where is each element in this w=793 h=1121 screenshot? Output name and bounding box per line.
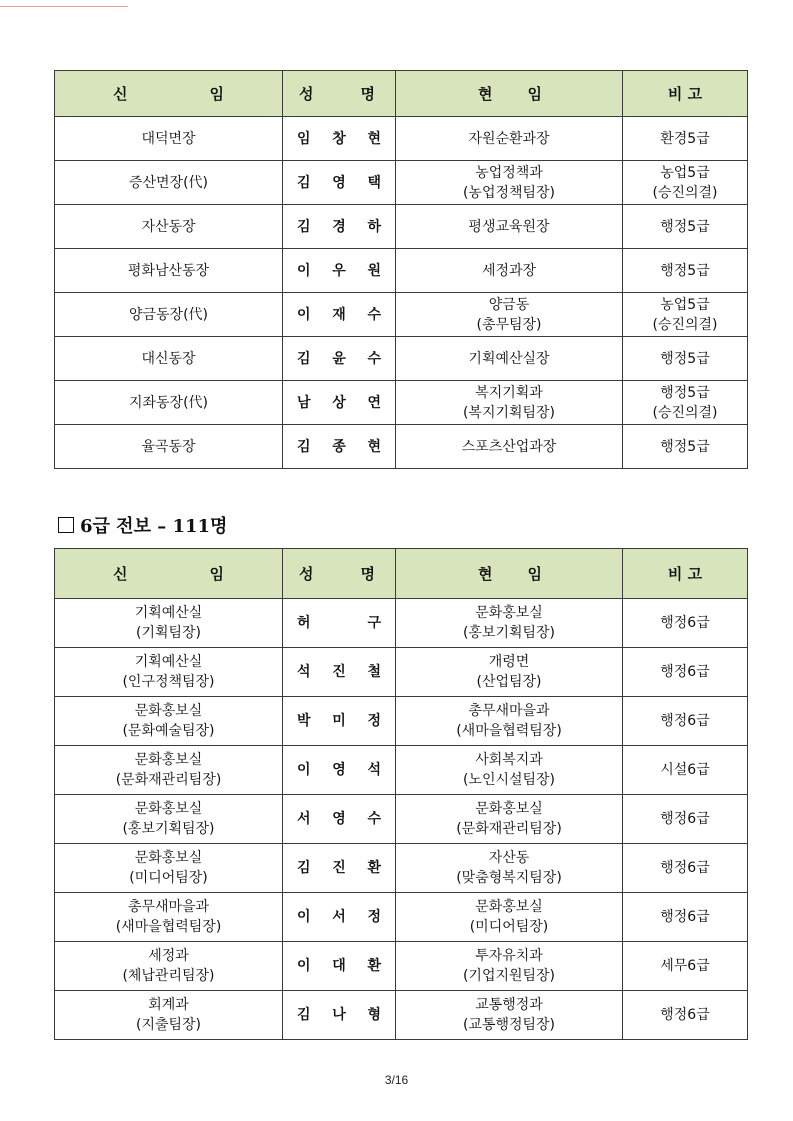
table-row (55, 337, 748, 381)
person-name-cell: 이 재 수 (283, 293, 396, 337)
checkbox-square-icon (58, 517, 74, 533)
table-row (55, 599, 748, 648)
table-row (55, 991, 748, 1040)
person-name-cell: 이 우 원 (283, 249, 396, 293)
note-cell: 행정6급 (623, 599, 748, 648)
new-post-cell: 회계과 (지출팀장) (55, 991, 283, 1040)
current-post-cell: 세정과장 (396, 249, 623, 293)
note-cell: 시설6급 (623, 746, 748, 795)
table-header-row (55, 549, 748, 599)
table-row (55, 249, 748, 293)
note-cell: 행정6급 (623, 795, 748, 844)
current-post-cell: 농업정책과 (농업정책팀장) (396, 161, 623, 205)
new-post-cell: 율곡동장 (55, 425, 283, 469)
new-post-cell: 평화남산동장 (55, 249, 283, 293)
person-name-cell: 석 진 철 (283, 648, 396, 697)
note-cell: 행정6급 (623, 991, 748, 1040)
current-post-cell: 투자유치과 (기업지원팀장) (396, 942, 623, 991)
new-post-cell: 세정과 (체납관리팀장) (55, 942, 283, 991)
grade5-transfer-table (54, 70, 748, 469)
person-name-cell: 김 진 환 (283, 844, 396, 893)
new-post-cell: 총무새마을과 (새마을협력팀장) (55, 893, 283, 942)
table-row (55, 795, 748, 844)
table-row (55, 844, 748, 893)
new-post-cell: 대덕면장 (55, 117, 283, 161)
note-cell: 환경5급 (623, 117, 748, 161)
grade6-transfer-table (54, 548, 748, 1040)
table-row (55, 648, 748, 697)
section-heading (58, 512, 227, 538)
table-row (55, 942, 748, 991)
note-cell: 행정5급 (승진의결) (623, 381, 748, 425)
new-post-cell: 기획예산실 (기획팀장) (55, 599, 283, 648)
table-row (55, 746, 748, 795)
current-post-cell: 스포츠산업과장 (396, 425, 623, 469)
current-post-cell: 문화홍보실 (홍보기획팀장) (396, 599, 623, 648)
person-name-cell: 임 창 현 (283, 117, 396, 161)
note-cell: 행정5급 (623, 337, 748, 381)
current-post-cell: 사회복지과 (노인시설팀장) (396, 746, 623, 795)
current-post-cell: 평생교육원장 (396, 205, 623, 249)
table-row (55, 205, 748, 249)
note-cell: 행정6급 (623, 844, 748, 893)
person-name-cell: 박 미 정 (283, 697, 396, 746)
note-cell: 농업5급 (승진의결) (623, 161, 748, 205)
person-name-cell: 서 영 수 (283, 795, 396, 844)
person-name-cell: 허 구 (283, 599, 396, 648)
current-post-cell: 복지기획과 (복지기획팀장) (396, 381, 623, 425)
header-note: 비 고 (623, 549, 748, 599)
note-cell: 행정5급 (623, 425, 748, 469)
current-post-cell: 문화홍보실 (미디어팀장) (396, 893, 623, 942)
person-name-cell: 김 종 현 (283, 425, 396, 469)
new-post-cell: 증산면장(代) (55, 161, 283, 205)
person-name-cell: 김 윤 수 (283, 337, 396, 381)
note-cell: 세무6급 (623, 942, 748, 991)
page-number: 3/16 (384, 1073, 409, 1087)
header-new-post: 신 임 (55, 549, 283, 599)
note-cell: 행정6급 (623, 648, 748, 697)
table-row (55, 893, 748, 942)
current-post-cell: 문화홍보실 (문화재관리팀장) (396, 795, 623, 844)
table-row (55, 117, 748, 161)
note-cell: 행정5급 (623, 249, 748, 293)
note-cell: 행정5급 (623, 205, 748, 249)
person-name-cell: 김 나 형 (283, 991, 396, 1040)
person-name-cell: 김 경 하 (283, 205, 396, 249)
new-post-cell: 자산동장 (55, 205, 283, 249)
header-new-post: 신 임 (55, 71, 283, 117)
section-heading-text: 6급 전보 – 111명 (80, 516, 228, 537)
note-cell: 농업5급 (승진의결) (623, 293, 748, 337)
current-post-cell: 양금동 (총무팀장) (396, 293, 623, 337)
note-cell: 행정6급 (623, 893, 748, 942)
table-row (55, 425, 748, 469)
person-name-cell: 이 영 석 (283, 746, 396, 795)
note-cell: 행정6급 (623, 697, 748, 746)
header-current-post: 현 임 (396, 549, 623, 599)
table-row (55, 697, 748, 746)
header-name: 성 명 (283, 71, 396, 117)
new-post-cell: 문화홍보실 (홍보기획팀장) (55, 795, 283, 844)
new-post-cell: 문화홍보실 (문화재관리팀장) (55, 746, 283, 795)
new-post-cell: 문화홍보실 (미디어팀장) (55, 844, 283, 893)
new-post-cell: 기획예산실 (인구정책팀장) (55, 648, 283, 697)
person-name-cell: 이 대 환 (283, 942, 396, 991)
current-post-cell: 기획예산실장 (396, 337, 623, 381)
table-header-row (55, 71, 748, 117)
corner-mark (0, 6, 128, 7)
person-name-cell: 이 서 정 (283, 893, 396, 942)
table-row (55, 293, 748, 337)
header-note: 비 고 (623, 71, 748, 117)
new-post-cell: 양금동장(代) (55, 293, 283, 337)
person-name-cell: 김 영 택 (283, 161, 396, 205)
current-post-cell: 자원순환과장 (396, 117, 623, 161)
header-name: 성 명 (283, 549, 396, 599)
new-post-cell: 문화홍보실 (문화예술팀장) (55, 697, 283, 746)
new-post-cell: 지좌동장(代) (55, 381, 283, 425)
header-current-post: 현 임 (396, 71, 623, 117)
new-post-cell: 대신동장 (55, 337, 283, 381)
table-row (55, 381, 748, 425)
current-post-cell: 총무새마을과 (새마을협력팀장) (396, 697, 623, 746)
person-name-cell: 남 상 연 (283, 381, 396, 425)
current-post-cell: 개령면 (산업팀장) (396, 648, 623, 697)
current-post-cell: 교통행정과 (교통행정팀장) (396, 991, 623, 1040)
current-post-cell: 자산동 (맞춤형복지팀장) (396, 844, 623, 893)
table-row (55, 161, 748, 205)
